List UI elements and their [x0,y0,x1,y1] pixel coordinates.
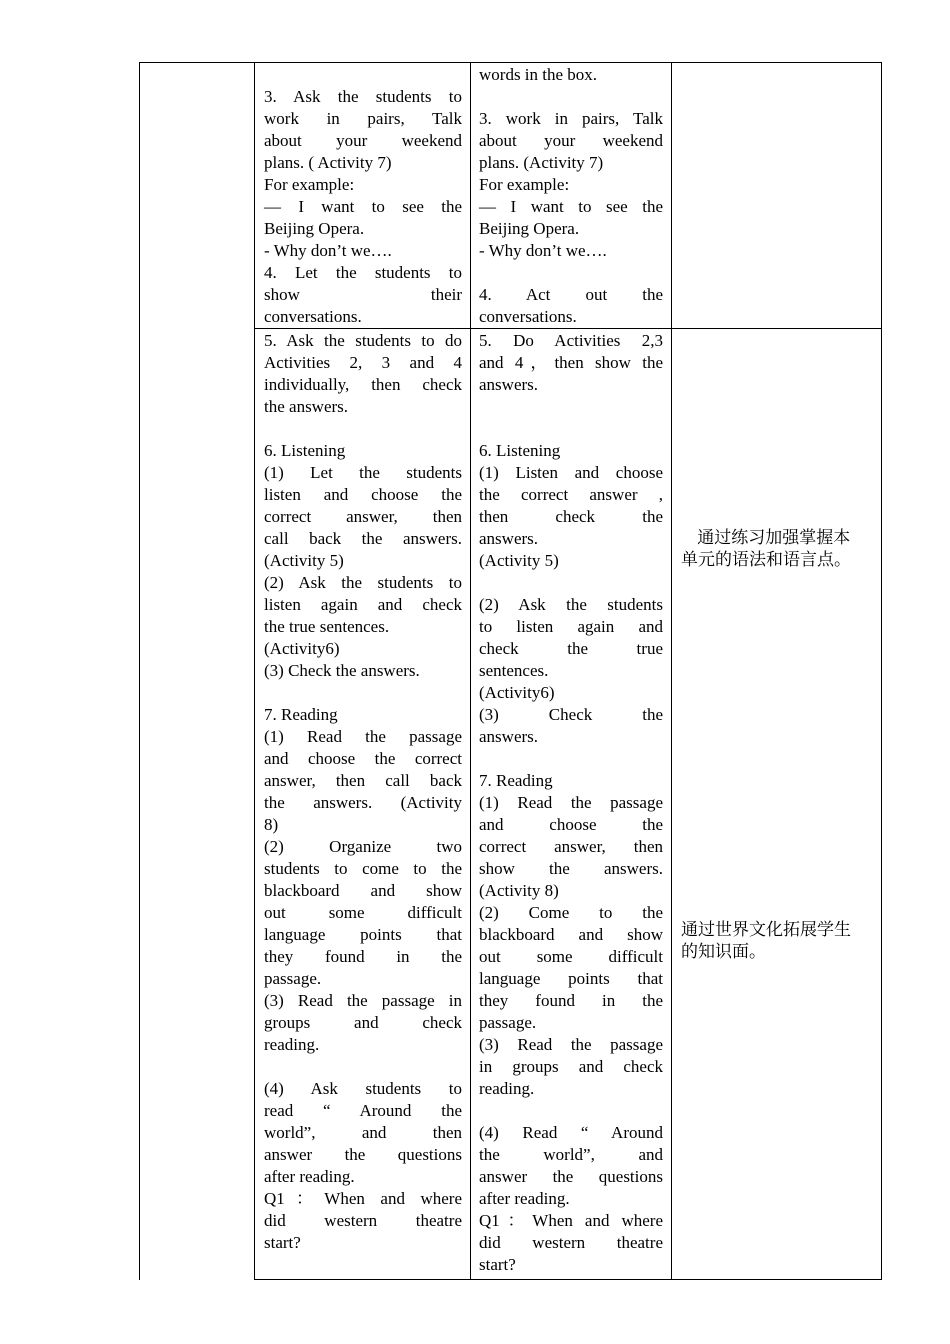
text-line: (3) Check the [479,705,663,724]
teacher-activity-main-cell [264,330,462,1254]
text-line: (Activity6) [264,639,340,658]
text-line: correct answer, then [479,837,663,856]
text-line: For example: [479,175,570,194]
text-line: listen and choose the [264,485,462,504]
text-line: (Activity 5) [264,551,344,570]
text-line: and choose the correct [264,749,462,768]
text-line: — I want to see the [479,197,663,216]
table-divider-col2 [470,62,471,1280]
text-line [479,1100,663,1122]
student-activity-main-cell [479,330,663,1276]
text-line: answers. [479,727,539,746]
text-line: (3) Read the passage in [264,991,462,1010]
text-line: correct answer, then [264,507,462,526]
text-line: out some difficult [479,947,663,966]
text-line: answer the questions [479,1167,663,1186]
table-border-bottom [254,1279,882,1280]
text-line: (4) Ask students to [264,1079,462,1098]
text-line: (3) Read the passage [479,1035,663,1054]
text-line: they found in the [264,947,462,966]
text-line: the answers. [264,397,349,416]
text-line: Q1：When and where [264,1189,462,1208]
text-line: and choose the [479,815,663,834]
text-line: answer the questions [264,1145,462,1164]
text-line: students to come to the [264,859,462,878]
text-line [479,572,663,594]
text-line: words in the box. [479,65,598,84]
purpose-culture-line-2: 的知识面。 [681,942,766,962]
text-line: groups and check [264,1013,462,1032]
text-line: 5. Do Activities 2,3 [479,331,663,350]
text-line: and 4，then show the [479,353,663,372]
table-border-right [881,62,882,1280]
text-line: read “ Around the [264,1101,462,1120]
text-line: 7. Reading [264,705,338,724]
text-line: reading. [479,1079,535,1098]
purpose-grammar-cell [681,527,876,571]
text-line: 3. Ask the students to [264,87,462,106]
text-line: listen again and check [264,595,462,614]
text-line: (1) Listen and choose [479,463,663,482]
text-line: - Why don’t we…. [479,241,607,260]
text-line: answer, then call back [264,771,462,790]
text-line: (2) Ask the students [479,595,663,614]
text-line: the answers. (Activity [264,793,462,812]
text-line: the world”, and [479,1145,663,1164]
text-line: plans. ( Activity 7) [264,153,392,172]
text-line: 4. Let the students to [264,263,462,282]
text-line: language points that [264,925,462,944]
text-line: world”, and then [264,1123,462,1142]
text-line: answers. [479,529,539,548]
text-line: the true sentences. [264,617,390,636]
text-line: about your weekend [479,131,663,150]
text-line: conversations. [479,307,577,326]
text-line: start? [479,1255,516,1274]
text-line: individually, then check [264,375,462,394]
text-line: (Activity 5) [479,551,559,570]
text-line: 8) [264,815,279,834]
student-activity-top-cell [479,64,663,328]
text-line: answers. [479,375,539,394]
text-line: (Activity6) [479,683,555,702]
text-line: (1) Read the passage [479,793,663,812]
table-border-left [139,62,140,1280]
text-line [264,1056,462,1078]
text-line: after reading. [479,1189,570,1208]
text-line: (2) Organize two [264,837,462,856]
text-line: (1) Read the passage [264,727,462,746]
text-line: did western theatre [264,1211,462,1230]
text-line: Activities 2, 3 and 4 [264,353,462,372]
text-line: For example: [264,175,355,194]
text-line: 5. Ask the students to do [264,331,462,350]
text-line: then check the [479,507,663,526]
text-line: — I want to see the [264,197,462,216]
text-line: blackboard and show [264,881,462,900]
text-line: - Why don’t we…. [264,241,392,260]
text-line: after reading. [264,1167,355,1186]
teacher-activity-top-cell [264,86,462,328]
text-line: (2) Ask the students to [264,573,462,592]
table-border-top [139,62,882,63]
text-line: passage. [264,969,322,988]
table-row-divider [254,328,882,329]
text-line: (3) Check the answers. [264,661,420,680]
text-line: check the true [479,639,663,658]
text-line: Beijing Opera. [264,219,365,238]
text-line: show their [264,285,462,304]
text-line: blackboard and show [479,925,663,944]
text-line: plans. (Activity 7) [479,153,604,172]
text-line [479,86,663,108]
text-line [264,418,462,440]
text-line: (1) Let the students [264,463,462,482]
table-divider-col3 [671,62,672,1280]
purpose-grammar-line-1: 通过练习加强掌握本 [681,528,851,548]
text-line: did western theatre [479,1233,663,1252]
text-line: Beijing Opera. [479,219,580,238]
text-line: out some difficult [264,903,462,922]
text-line: start? [264,1233,301,1252]
text-line: reading. [264,1035,320,1054]
text-line [479,418,663,440]
text-line: 3. work in pairs, Talk [479,109,663,128]
text-line: show the answers. [479,859,663,878]
text-line: (4) Read “ Around [479,1123,663,1142]
table-divider-col1 [254,62,255,1280]
text-line: the correct answer , [479,485,663,504]
purpose-grammar-line-2: 单元的语法和语言点。 [681,550,851,570]
text-line: (2) Come to the [479,903,663,922]
text-line: passage. [479,1013,537,1032]
text-line: sentences. [479,661,549,680]
text-line: in groups and check [479,1057,663,1076]
text-line: about your weekend [264,131,462,150]
text-line: 6. Listening [479,441,561,460]
text-line [479,748,663,770]
text-line: language points that [479,969,663,988]
text-line: call back the answers. [264,529,462,548]
text-line: conversations. [264,307,362,326]
text-line: work in pairs, Talk [264,109,462,128]
text-line: (Activity 8) [479,881,559,900]
text-line [479,396,663,418]
text-line: 7. Reading [479,771,553,790]
text-line: 4. Act out the [479,285,663,304]
text-line: they found in the [479,991,663,1010]
purpose-culture-cell [681,919,876,963]
text-line [479,262,663,284]
text-line: to listen again and [479,617,663,636]
purpose-culture-line-1: 通过世界文化拓展学生 [681,920,851,940]
text-line [264,682,462,704]
text-line: Q1：When and where [479,1211,663,1230]
text-line: 6. Listening [264,441,346,460]
